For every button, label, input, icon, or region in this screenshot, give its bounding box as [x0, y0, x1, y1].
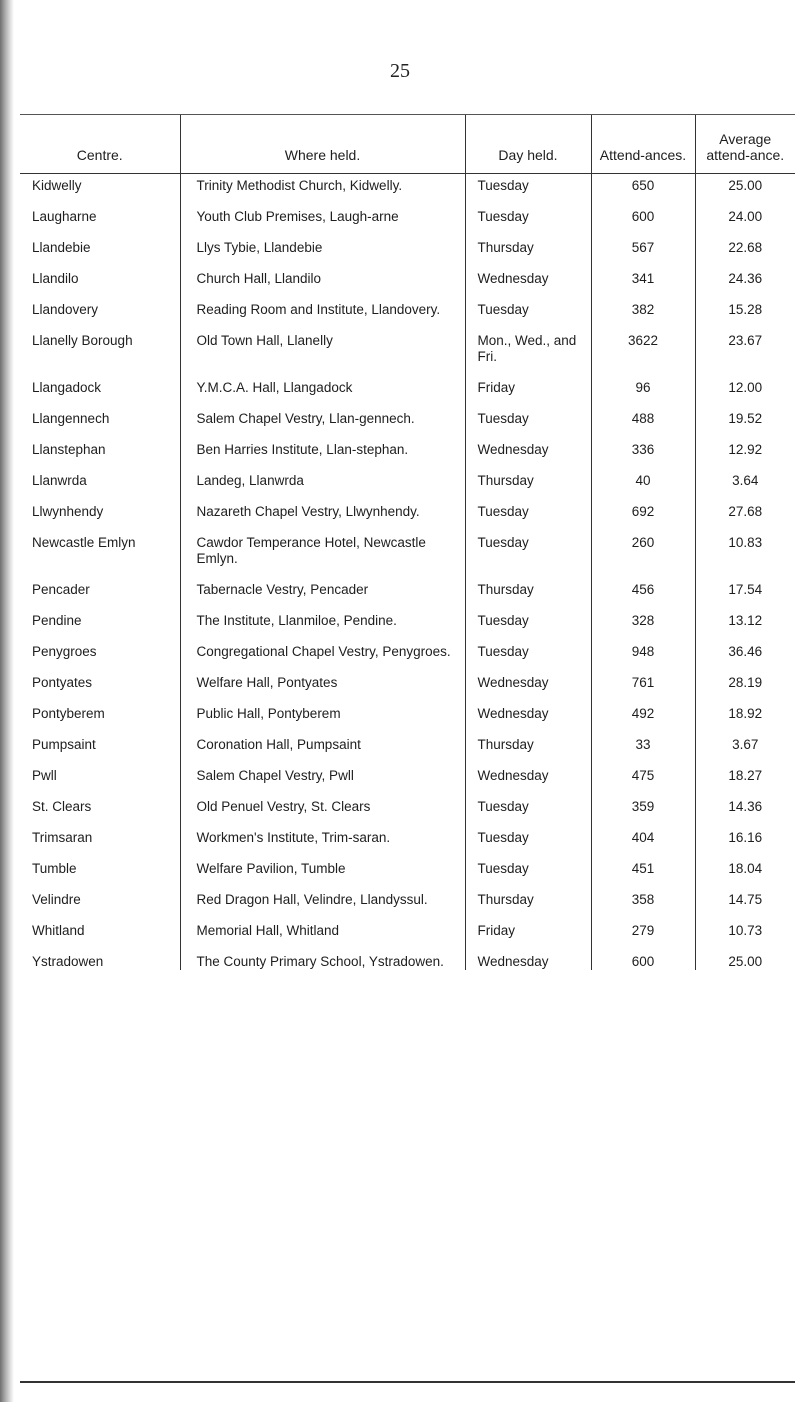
cell-attendances: 488 [591, 396, 695, 427]
cell-attendances: 279 [591, 908, 695, 939]
cell-attendances: 336 [591, 427, 695, 458]
cell-where-held: Trinity Methodist Church, Kidwelly. [180, 174, 465, 195]
table-row [20, 846, 795, 877]
cell-average-attendance: 23.67 [695, 318, 795, 365]
book-spine-shadow [0, 0, 14, 1402]
cell-centre: Pendine [32, 613, 82, 628]
cell-average-attendance: 24.36 [695, 256, 795, 287]
table-row [20, 939, 795, 970]
cell-centre: Trimsaran [32, 830, 93, 845]
cell-average-attendance: 12.92 [695, 427, 795, 458]
cell-day-held: Tuesday [465, 815, 591, 846]
cell-where-held: Memorial Hall, Whitland [180, 908, 465, 939]
cell-day-held: Thursday [465, 458, 591, 489]
cell-where-held: Tabernacle Vestry, Pencader [180, 567, 465, 598]
cell-centre: Llanwrda [32, 473, 87, 488]
table-row [20, 815, 795, 846]
page-number: 25 [390, 60, 410, 82]
cell-day-held: Thursday [465, 877, 591, 908]
cell-day-held: Friday [465, 365, 591, 396]
header-centre: Centre. [20, 115, 180, 174]
table-row [20, 629, 795, 660]
cell-day-held: Friday [465, 908, 591, 939]
cell-attendances: 96 [591, 365, 695, 396]
cell-day-held: Tuesday [465, 784, 591, 815]
cell-where-held: Landeg, Llanwrda [180, 458, 465, 489]
cell-attendances: 567 [591, 225, 695, 256]
table-row [20, 174, 795, 195]
cell-centre: Llanstephan [32, 442, 106, 457]
cell-attendances: 600 [591, 939, 695, 970]
cell-average-attendance: 25.00 [695, 174, 795, 195]
cell-average-attendance: 10.73 [695, 908, 795, 939]
cell-day-held: Wednesday [465, 939, 591, 970]
cell-average-attendance: 17.54 [695, 567, 795, 598]
cell-where-held: Workmen's Institute, Trim-saran. [180, 815, 465, 846]
table-header-row [20, 115, 795, 174]
cell-where-held: Llys Tybie, Llandebie [180, 225, 465, 256]
cell-centre: Pontyates [32, 675, 93, 690]
bottom-rule [20, 1381, 795, 1383]
cell-average-attendance: 16.16 [695, 815, 795, 846]
cell-attendances: 692 [591, 489, 695, 520]
table-row [20, 225, 795, 256]
cell-centre: Llangennech [32, 411, 110, 426]
cell-average-attendance: 19.52 [695, 396, 795, 427]
cell-attendances: 358 [591, 877, 695, 908]
cell-day-held: Mon., Wed., and Fri. [465, 318, 591, 365]
table-row [20, 396, 795, 427]
cell-where-held: The Institute, Llanmiloe, Pendine. [180, 598, 465, 629]
cell-day-held: Tuesday [465, 396, 591, 427]
cell-average-attendance: 27.68 [695, 489, 795, 520]
cell-centre: Pwll [32, 768, 57, 783]
cell-centre: Pontyberem [32, 706, 105, 721]
cell-centre: Llanelly Borough [32, 333, 133, 348]
cell-where-held: Welfare Pavilion, Tumble [180, 846, 465, 877]
cell-average-attendance: 36.46 [695, 629, 795, 660]
cell-where-held: The County Primary School, Ystradowen. [180, 939, 465, 970]
cell-day-held: Wednesday [465, 660, 591, 691]
cell-centre: Llandebie [32, 240, 91, 255]
table-row [20, 660, 795, 691]
cell-average-attendance: 14.75 [695, 877, 795, 908]
cell-where-held: Old Town Hall, Llanelly [180, 318, 465, 365]
cell-centre: Ystradowen [32, 954, 104, 969]
cell-day-held: Wednesday [465, 753, 591, 784]
cell-day-held: Thursday [465, 225, 591, 256]
cell-day-held: Thursday [465, 567, 591, 598]
table-row [20, 784, 795, 815]
cell-centre: Llandovery [32, 302, 99, 317]
cell-day-held: Tuesday [465, 846, 591, 877]
cell-day-held: Wednesday [465, 691, 591, 722]
table-row [20, 877, 795, 908]
cell-attendances: 382 [591, 287, 695, 318]
cell-centre: St. Clears [32, 799, 92, 814]
cell-attendances: 40 [591, 458, 695, 489]
cell-centre: Llwynhendy [32, 504, 104, 519]
cell-centre: Tumble [32, 861, 77, 876]
header-where-held: Where held. [180, 115, 465, 174]
cell-average-attendance: 13.12 [695, 598, 795, 629]
table-row [20, 194, 795, 225]
cell-attendances: 359 [591, 784, 695, 815]
table-body [20, 174, 795, 971]
cell-attendances: 3622 [591, 318, 695, 365]
table-row [20, 256, 795, 287]
cell-day-held: Tuesday [465, 174, 591, 195]
table-row [20, 427, 795, 458]
table-row [20, 722, 795, 753]
table-row [20, 489, 795, 520]
cell-attendances: 33 [591, 722, 695, 753]
cell-where-held: Youth Club Premises, Laugh-arne [180, 194, 465, 225]
cell-where-held: Coronation Hall, Pumpsaint [180, 722, 465, 753]
cell-where-held: Public Hall, Pontyberem [180, 691, 465, 722]
header-day-held: Day held. [465, 115, 591, 174]
cell-average-attendance: 18.92 [695, 691, 795, 722]
cell-average-attendance: 3.64 [695, 458, 795, 489]
cell-day-held: Tuesday [465, 629, 591, 660]
table-row [20, 365, 795, 396]
cell-average-attendance: 10.83 [695, 520, 795, 567]
cell-average-attendance: 25.00 [695, 939, 795, 970]
cell-attendances: 761 [591, 660, 695, 691]
cell-day-held: Thursday [465, 722, 591, 753]
cell-centre: Pumpsaint [32, 737, 96, 752]
cell-where-held: Welfare Hall, Pontyates [180, 660, 465, 691]
cell-centre: Laugharne [32, 209, 97, 224]
cell-attendances: 328 [591, 598, 695, 629]
centres-table [20, 114, 795, 970]
cell-day-held: Tuesday [465, 489, 591, 520]
cell-where-held: Church Hall, Llandilo [180, 256, 465, 287]
table-row [20, 753, 795, 784]
table-row [20, 567, 795, 598]
cell-attendances: 600 [591, 194, 695, 225]
cell-attendances: 260 [591, 520, 695, 567]
cell-where-held: Salem Chapel Vestry, Llan-gennech. [180, 396, 465, 427]
cell-centre: Llandilo [32, 271, 79, 286]
cell-attendances: 948 [591, 629, 695, 660]
cell-where-held: Y.M.C.A. Hall, Llangadock [180, 365, 465, 396]
cell-where-held: Red Dragon Hall, Velindre, Llandyssul. [180, 877, 465, 908]
cell-average-attendance: 3.67 [695, 722, 795, 753]
cell-average-attendance: 14.36 [695, 784, 795, 815]
cell-where-held: Reading Room and Institute, Llandovery. [180, 287, 465, 318]
table-row [20, 318, 795, 365]
cell-attendances: 492 [591, 691, 695, 722]
table-row [20, 908, 795, 939]
cell-average-attendance: 22.68 [695, 225, 795, 256]
cell-day-held: Tuesday [465, 194, 591, 225]
cell-where-held: Old Penuel Vestry, St. Clears [180, 784, 465, 815]
cell-centre: Newcastle Emlyn [32, 535, 136, 550]
cell-centre: Velindre [32, 892, 81, 907]
table-row [20, 691, 795, 722]
table-row [20, 520, 795, 567]
cell-attendances: 404 [591, 815, 695, 846]
cell-attendances: 456 [591, 567, 695, 598]
cell-centre: Llangadock [32, 380, 102, 395]
header-attendances: Attend-ances. [591, 115, 695, 174]
cell-where-held: Ben Harries Institute, Llan-stephan. [180, 427, 465, 458]
cell-day-held: Wednesday [465, 427, 591, 458]
cell-centre: Penygroes [32, 644, 97, 659]
cell-attendances: 451 [591, 846, 695, 877]
cell-attendances: 341 [591, 256, 695, 287]
cell-average-attendance: 18.04 [695, 846, 795, 877]
cell-where-held: Congregational Chapel Vestry, Penygroes. [180, 629, 465, 660]
cell-where-held: Cawdor Temperance Hotel, Newcastle Emlyn. [180, 520, 465, 567]
cell-day-held: Tuesday [465, 520, 591, 567]
cell-centre: Kidwelly [32, 178, 82, 193]
cell-day-held: Tuesday [465, 598, 591, 629]
cell-day-held: Wednesday [465, 256, 591, 287]
cell-average-attendance: 12.00 [695, 365, 795, 396]
cell-centre: Whitland [32, 923, 85, 938]
header-average-attendance: Average attend-ance. [695, 115, 795, 174]
cell-average-attendance: 28.19 [695, 660, 795, 691]
cell-average-attendance: 15.28 [695, 287, 795, 318]
cell-where-held: Nazareth Chapel Vestry, Llwynhendy. [180, 489, 465, 520]
cell-day-held: Tuesday [465, 287, 591, 318]
cell-average-attendance: 18.27 [695, 753, 795, 784]
cell-attendances: 475 [591, 753, 695, 784]
cell-where-held: Salem Chapel Vestry, Pwll [180, 753, 465, 784]
table-row [20, 287, 795, 318]
cell-attendances: 650 [591, 174, 695, 195]
cell-average-attendance: 24.00 [695, 194, 795, 225]
table-row [20, 458, 795, 489]
cell-centre: Pencader [32, 582, 90, 597]
table-row [20, 598, 795, 629]
